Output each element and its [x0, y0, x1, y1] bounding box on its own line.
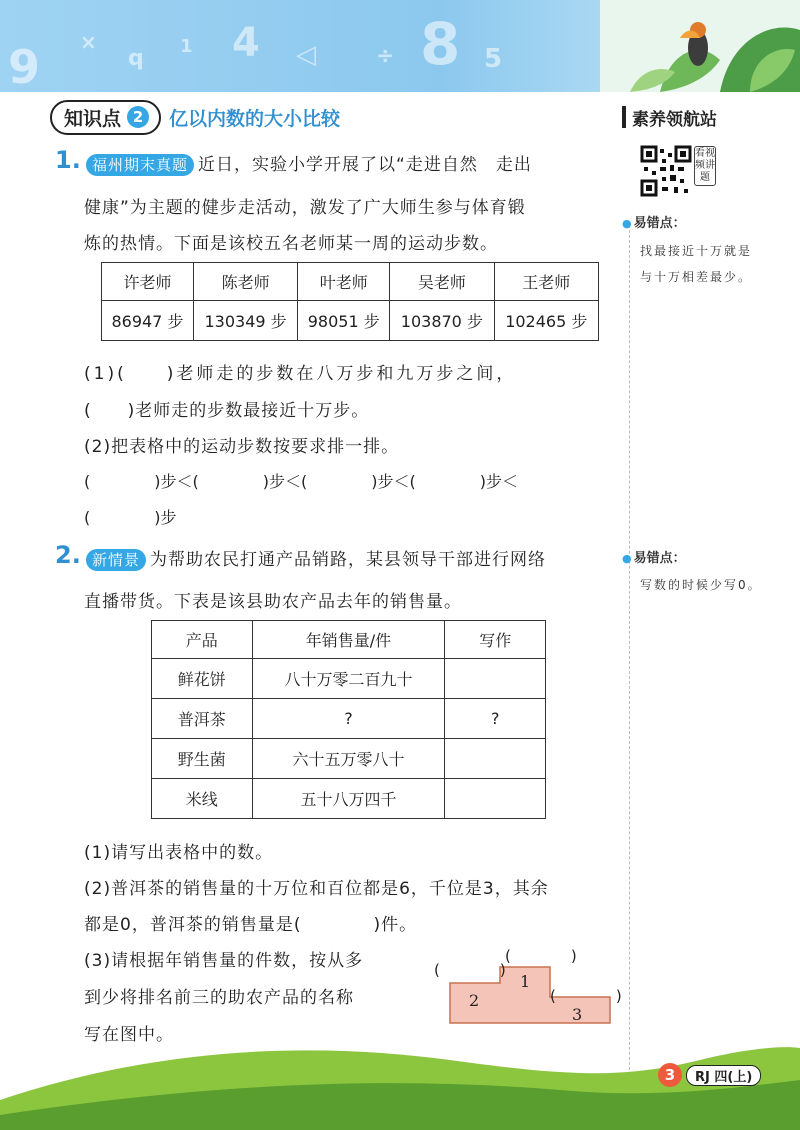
sales-cell: 野生菌 — [152, 739, 253, 779]
new-scenario-tag: 新情景 — [86, 549, 146, 571]
question-2-sub-1: (1)请写出表格中的数。 — [84, 843, 274, 863]
qr-label: 看视频讲题 — [694, 146, 716, 186]
question-1-line-2: 健康”为主题的健步走活动，激发了广大师生参与体育锻 — [84, 198, 526, 218]
page-number: 3 — [658, 1063, 682, 1087]
question-2-sub-3b: 到少将排名前三的助农产品的名称 — [84, 988, 354, 1008]
bullet-icon: ● — [622, 552, 632, 565]
sales-write-cell[interactable]: ? — [445, 699, 546, 739]
steps-cell: 130349 步 — [193, 301, 297, 341]
teacher-header: 王老师 — [494, 263, 598, 301]
podium-blank-2nd[interactable]: ( ) — [434, 961, 506, 979]
deco-digit: 8 — [420, 10, 461, 78]
steps-cell: 102465 步 — [494, 301, 598, 341]
deco-digit: 5 — [484, 44, 503, 74]
podium-blank-3rd[interactable]: ( ) — [550, 987, 622, 1005]
question-2-number: 2. — [55, 541, 81, 569]
sidebar-divider — [629, 225, 630, 1125]
sales-cell: 米线 — [152, 779, 253, 819]
steps-cell: 103870 步 — [390, 301, 494, 341]
deco-digit: ◁ — [296, 40, 316, 70]
question-1-answer-blanks[interactable]: ( )步＜( )步＜( )步＜( )步＜ — [84, 472, 518, 491]
error-prone-label-2: ● 易错点： — [622, 551, 686, 566]
podium-rank-3: 3 — [572, 1005, 583, 1024]
podium-blank-1st[interactable]: ( ) — [505, 947, 577, 965]
question-2-sub-3c: 写在图中。 — [84, 1025, 174, 1045]
steps-table — [101, 262, 599, 341]
deco-digit: 1 — [180, 36, 193, 57]
sidebar-title-text: 素养领航站 — [632, 109, 717, 130]
source-tag: 福州期末真题 — [86, 154, 194, 176]
podium-rank-2: 2 — [469, 991, 480, 1010]
page-badge — [658, 1063, 761, 1087]
question-2-line-1: 新情景 为帮助农民打通产品销路，某县领导干部进行网络 — [86, 545, 546, 571]
question-1-answer-blank-last[interactable]: ( )步 — [84, 508, 177, 527]
steps-cell: 98051 步 — [298, 301, 390, 341]
teacher-header: 叶老师 — [298, 263, 390, 301]
podium-diagram — [432, 945, 622, 1025]
deco-digit: 4 — [232, 20, 260, 66]
teacher-header: 许老师 — [102, 263, 194, 301]
error-prone-note-2: 写数的时候少写0。 — [640, 578, 762, 592]
question-2-line-2: 直播带货。下表是该县助农产品去年的销售量。 — [84, 592, 462, 612]
podium-rank-1: 1 — [520, 972, 531, 991]
question-1-sub-2: (2)把表格中的运动步数按要求排一排。 — [84, 437, 400, 457]
question-2-sub-2b: 都是0，普洱茶的销售量是( )件。 — [84, 915, 418, 935]
deco-digit: ÷ — [376, 44, 395, 69]
teacher-header: 陈老师 — [193, 263, 297, 301]
error-prone-note-1: 找最接近十万就是与十万相差最少。 — [640, 244, 753, 284]
question-1-line-3: 炼的热情。下面是该校五名老师某一周的运动步数。 — [84, 234, 498, 254]
edition-label: RJ 四(上) — [686, 1065, 761, 1086]
bullet-icon: ● — [622, 217, 632, 230]
question-1-sub-1: (1)( )老师走的步数在八万步和九万步之间， — [84, 364, 517, 384]
deco-digit: q — [128, 46, 144, 71]
deco-digit: 9 — [8, 40, 41, 92]
steps-cell: 86947 步 — [102, 301, 194, 341]
question-1-line-1: 福州期末真题 近日，实验小学开展了以“走进自然 走出 — [86, 150, 532, 176]
question-1-sub-1b: ( )老师走的步数最接近十万步。 — [84, 401, 370, 421]
sales-cell: 普洱茶 — [152, 699, 253, 739]
sales-table — [151, 620, 546, 819]
question-2-sub-2: (2)普洱茶的销售量的十万位和百位都是6，千位是3，其余 — [84, 879, 549, 899]
section-title — [50, 100, 340, 134]
sales-cell: 五十八万四千 — [252, 779, 445, 819]
sales-cell: 六十五万零八十 — [252, 739, 445, 779]
sidebar-title — [622, 103, 717, 131]
question-1-number: 1. — [55, 146, 81, 174]
title-bar-icon — [622, 106, 626, 128]
sales-write-cell[interactable] — [445, 779, 546, 819]
sales-cell: 八十万零二百九十 — [252, 659, 445, 699]
header-banner — [0, 0, 800, 92]
error-prone-label-1: ● 易错点： — [622, 216, 686, 231]
section-heading: 亿以内数的大小比较 — [169, 107, 341, 130]
sales-header: 年销售量/件 — [252, 621, 445, 659]
pill-label: 知识点 — [64, 107, 122, 130]
question-2-sub-3: (3)请根据年销售量的件数，按从多 — [84, 951, 364, 971]
qr-code-icon[interactable] — [640, 145, 692, 197]
deco-digit: × — [80, 30, 97, 54]
sales-write-cell[interactable] — [445, 659, 546, 699]
sidebar — [622, 100, 800, 1060]
sales-cell: ? — [252, 699, 445, 739]
sales-cell: 鲜花饼 — [152, 659, 253, 699]
sales-write-cell[interactable] — [445, 739, 546, 779]
sales-header: 写作 — [445, 621, 546, 659]
sales-header: 产品 — [152, 621, 253, 659]
leaf-decoration-icon — [600, 0, 800, 92]
knowledge-point-pill — [50, 100, 161, 135]
section-number: 2 — [127, 106, 149, 128]
teacher-header: 吴老师 — [390, 263, 494, 301]
